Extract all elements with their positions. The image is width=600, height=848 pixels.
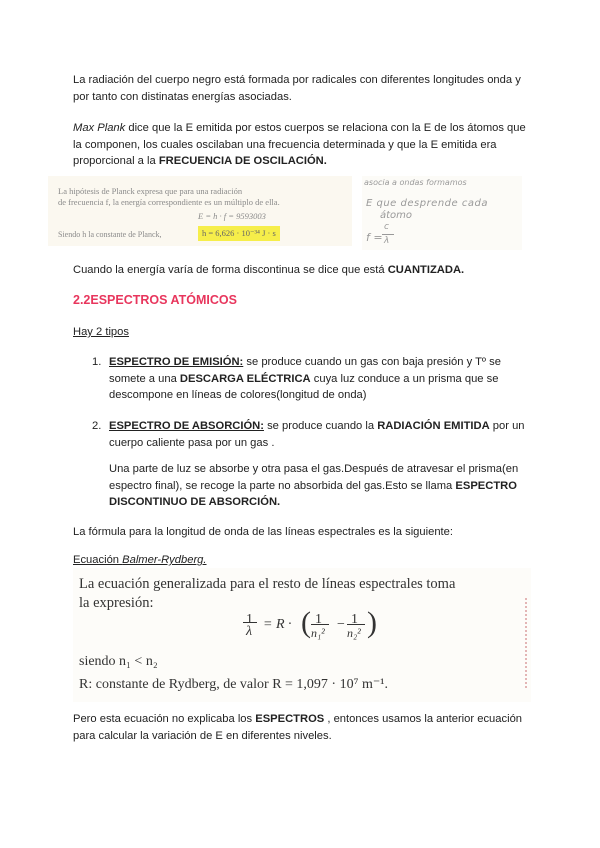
fraction-bar: [382, 234, 394, 235]
planck-constant-highlight: h = 6,626 · 10⁻³⁴ J · s: [198, 226, 280, 241]
handwritten-notes: asocia a ondas formamos E que desprende cada átomo f = c λ: [362, 176, 522, 250]
formula-intro: La fórmula para la longitud de onda de las líneas espectrales es la siguiente:: [73, 526, 453, 538]
section-heading: 2.2ESPECTROS ATÓMICOS: [73, 293, 237, 307]
absorcion-detail: Una parte de luz se absorbe y otra pasa el gas.Después de atravesar el prisma(en espectro final), se recoge la parte no absorbida del gas.Esto se llama ESPECTRO DISCONTINUO DE ABSORCIÓN.: [109, 463, 519, 508]
final-paragraph: Pero esta ecuación no explicaba los ESPECTROS , entonces usamos la anterior ecuación para calcular la variación de E en diferentes niveles.: [73, 713, 523, 742]
planck-name: Max Plank: [73, 122, 126, 134]
intro-paragraph: La radiación del cuerpo negro está formada por radicales con diferentes longitudes onda y por tanto con distinatas energías asociadas.: [73, 74, 521, 103]
planck-paragraph: Max Plank dice que la E emitida por estos cuerpos se relaciona con la E de los átomos que la componen, los cuales oscilaban una frecuencia determinada y que la E emitida era proporcional a la FRECUENCIA DE OSCILACIÓN.: [73, 122, 526, 167]
frecuencia-bold: FRECUENCIA DE OSCILACIÓN.: [158, 155, 327, 167]
cuantizada-paragraph: Cuando la energía varía de forma discontinua se dice que está CUANTIZADA.: [73, 264, 465, 276]
list-item-absorcion: 2. ESPECTRO DE ABSORCIÓN: se produce cuando la RADIACIÓN EMITIDA por un cuerpo caliente pasa por un gas .: [92, 420, 525, 449]
ecuacion-label: Ecuación Balmer-Rydberg.: [73, 554, 207, 566]
scan-edge-marks: [521, 598, 527, 688]
planck-scan-image: La hipótesis de Planck expresa que para una radiación de frecuencia f, la energía correspondiente es un múltiplo de ella. E = h · f = 9593003 Siendo h la constante de Planck, h = 6,626 · 10⁻³⁴ J · s: [48, 176, 352, 246]
list-item-emision: 1. ESPECTRO DE EMISIÓN: se produce cuando un gas con baja presión y Tº se somete a una DESCARGA ELÉCTRICA cuya luz conduce a un prisma que se descompone en líneas de colores(longitud de onda): [92, 356, 501, 401]
hay-tipos-label: Hay 2 tipos: [73, 326, 129, 338]
rydberg-scan-image: La ecuación generalizada para el resto de líneas espectrales toma la expresión: 1 λ = R · ( 1 n₁² − 1 n₂² ) siendo n₁ < n₂ R: constante de Rydberg, de valor R = 1,097 · 10⁷ m⁻¹.: [73, 568, 531, 702]
